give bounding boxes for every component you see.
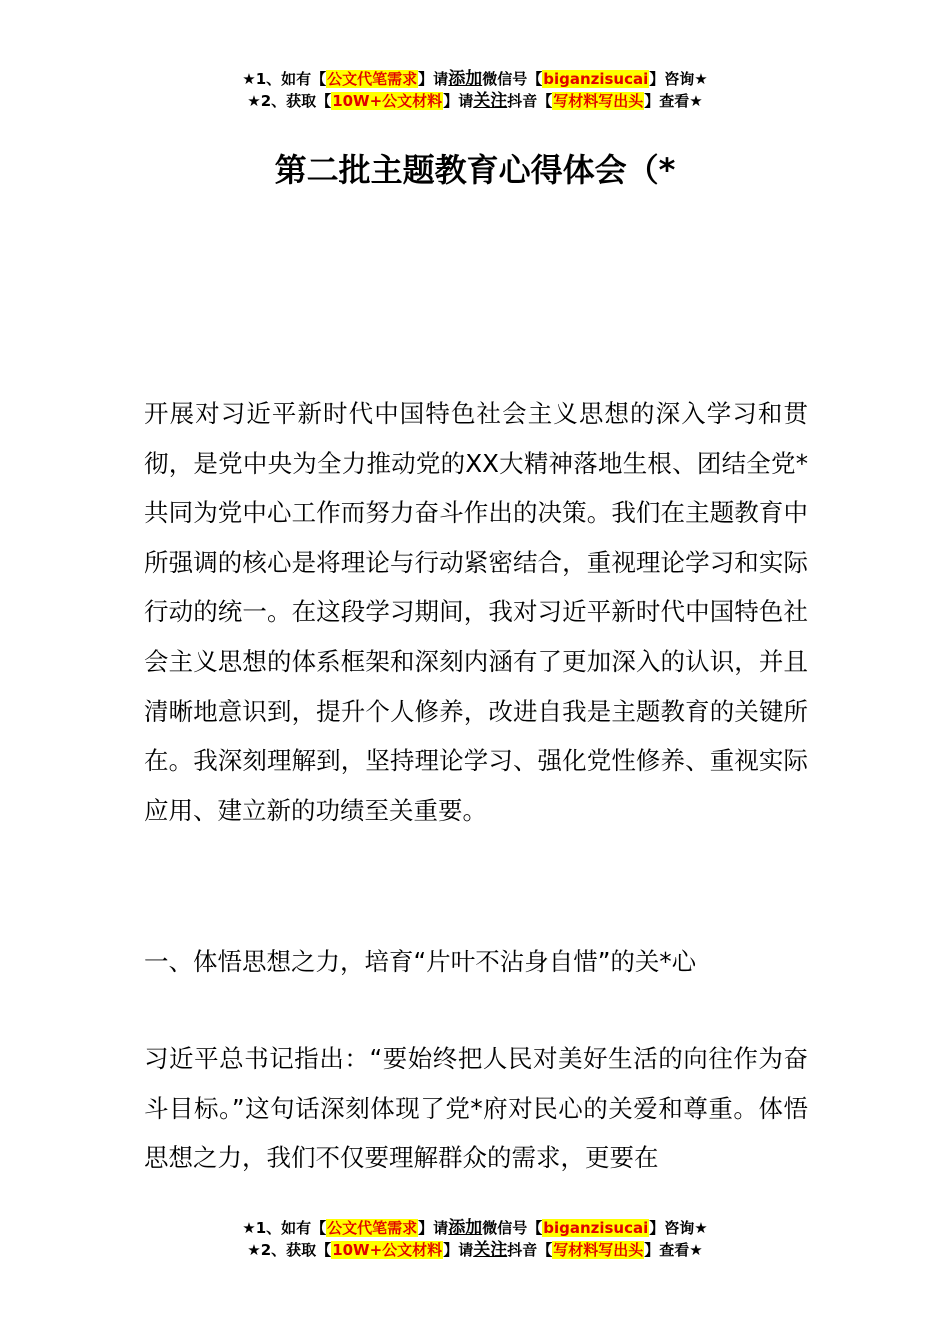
document-title: 第二批主题教育心得体会（* <box>274 151 676 189</box>
footer-promo-banner <box>0 1217 950 1261</box>
promo-line-1 <box>0 1217 950 1239</box>
promo-highlight: 10W+公文材料 <box>332 92 443 110</box>
promo-text: 微信号【 <box>482 1219 543 1237</box>
promo-underline: 添加 <box>448 1218 483 1238</box>
promo-text: 微信号【 <box>482 70 543 88</box>
promo-highlight: 公文代笔需求 <box>327 70 418 88</box>
promo-text: 】请 <box>443 92 474 110</box>
promo-underline: 关注 <box>473 91 508 111</box>
promo-text: ★2、获取【 <box>247 92 332 110</box>
promo-text: 抖音【 <box>507 1241 553 1259</box>
promo-text: 】查看★ <box>644 92 703 110</box>
promo-highlight: 10W+公文材料 <box>332 1241 443 1259</box>
paragraph-intro: 开展对习近平新时代中国特色社会主义思想的深入学习和贯彻，是党中央为全力推动党的XX大精神落地生根、团结全党*共同为党中心工作而努力奋斗作出的决策。我们在主题教育中所强调的核心是将理论与行动紧密结合，重视理论学习和实际行动的统一。在这段学习期间，我对习近平新时代中国特色社会主义思想的体系框架和深刻内涵有了更加深入的认识，并且清晰地意识到，提升个人修养，改进自我是主题教育的关键所在。我深刻理解到，坚持理论学习、强化党性修养、重视实际应用、建立新的功绩至关重要。 <box>144 399 808 825</box>
promo-text: ★1、如有【 <box>242 70 327 88</box>
promo-underline: 添加 <box>448 69 483 89</box>
promo-text: ★2、获取【 <box>247 1241 332 1259</box>
promo-douyin-id: 写材料写出头 <box>553 92 644 110</box>
promo-line-2 <box>0 90 950 112</box>
promo-wechat-id: biganzisucai <box>543 1219 649 1237</box>
section-heading-1: 一、体悟思想之力，培育“片叶不沾身自惜”的关*心 <box>144 947 697 976</box>
promo-text: 】请 <box>418 1219 449 1237</box>
promo-text: 】咨询★ <box>649 1219 708 1237</box>
promo-line-1 <box>0 68 950 90</box>
promo-underline: 关注 <box>473 1240 508 1260</box>
promo-highlight: 公文代笔需求 <box>327 1219 418 1237</box>
promo-wechat-id: biganzisucai <box>543 70 649 88</box>
promo-text: 】查看★ <box>644 1241 703 1259</box>
paragraph-section-1: 习近平总书记指出：“要始终把人民对美好生活的向往作为奋斗目标。”这句话深刻体现了党*府对民心的关爱和尊重。体悟思想之力，我们不仅要理解群众的需求，更要在 <box>144 1044 808 1173</box>
promo-text: 】请 <box>443 1241 474 1259</box>
promo-line-2 <box>0 1239 950 1261</box>
promo-text: 抖音【 <box>507 92 553 110</box>
promo-text: 】请 <box>418 70 449 88</box>
header-promo-banner <box>0 68 950 112</box>
promo-text: ★1、如有【 <box>242 1219 327 1237</box>
promo-douyin-id: 写材料写出头 <box>553 1241 644 1259</box>
promo-text: 】咨询★ <box>649 70 708 88</box>
